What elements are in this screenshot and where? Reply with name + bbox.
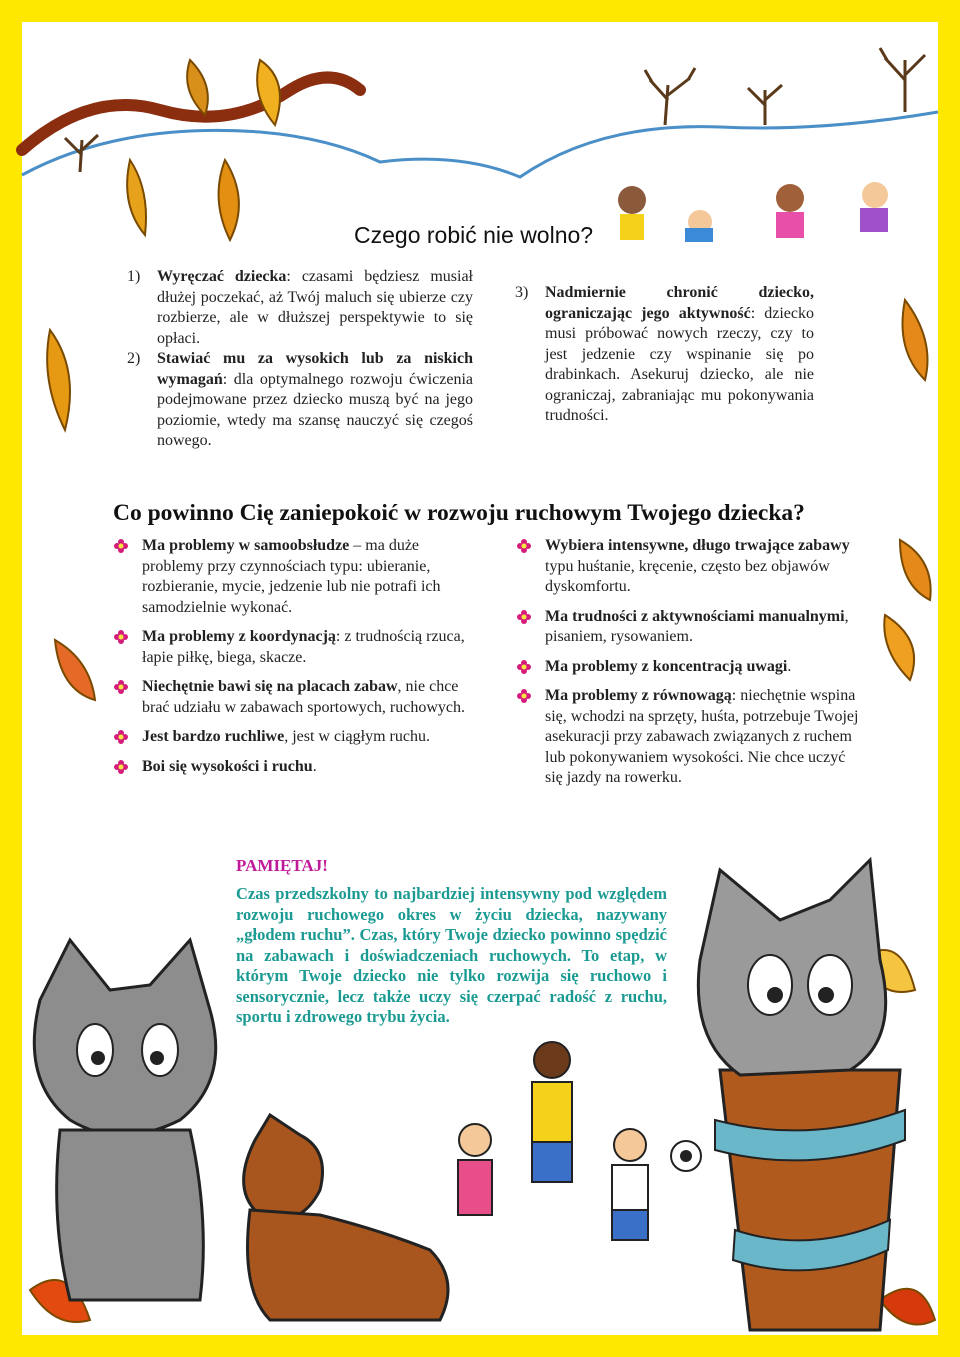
- list-item: [112, 677, 474, 718]
- list-item-text: , nie chce brać udziału w zabawach sportowych, ruchowych.: [142, 678, 465, 716]
- list-item: [515, 657, 865, 678]
- list-item-bold: Niechętnie bawi się na placach zabaw: [142, 678, 398, 695]
- list-item-bold: Ma problemy z koncentracją uwagi: [545, 657, 788, 675]
- list-item: [112, 536, 474, 618]
- concerns-left: [112, 536, 474, 786]
- list-item-text: : z trudnością rzuca, łapie piłkę, biega, skacze.: [142, 628, 465, 666]
- list-item: [112, 757, 474, 778]
- list-item: 3) Nadmiernie chronić dziecko, ograniczając jego aktywność: dziecko musi próbować nowych rzeczy, czy to jest jedzenie czy wspinanie się po drabinkach. Asekuruj dziecko, ale nie ograniczaj, zabraniając mu pokonywania trudności.: [515, 284, 814, 424]
- remember-text: Czas przedszkolny to najbardziej intensywny pod względem rozwoju ruchowego okres w życiu dziecka, nazywany „głodem ruchu”. Czas, który Twoje dziecko powinno spędzić na zabawach i doświadczeniach ruchowych. To etap, w którym Twoje dziecko nie tylko rozwija się ruchowo i sensorycznie, lecz także uczy się czerpać radość z ruchu, sportu i zdrowego trybu życia.: [236, 884, 667, 1026]
- concern-heading: Co powinno Cię zaniepokoić w rozwoju ruchowym Twojego dziecka?: [113, 500, 805, 526]
- list-item-bold: Wybiera intensywne, długo trwające zabawy: [545, 537, 850, 554]
- list-item-text: – ma duże problemy przy czynnościach typu: ubieranie, rozbieranie, mycie, jedzenie lub nie potrafi ich samodzielnie wykonać.: [142, 537, 441, 616]
- children-icon: [618, 182, 888, 242]
- gray-cat-icon: [698, 860, 885, 1075]
- list-item-bold: Wyręczać dziecka: [157, 268, 287, 285]
- dont-heading: Czego robić nie wolno?: [354, 222, 594, 248]
- dont-list-right: [515, 283, 814, 427]
- list-item-bold: Nadmiernie chronić dziecko, ograniczając jego aktywność: [545, 284, 814, 322]
- flower-bullet-icon: [517, 610, 531, 624]
- list-item: [515, 686, 865, 789]
- list-item: [515, 536, 865, 598]
- list-item-text: , jest w ciągłym ruchu.: [284, 728, 430, 745]
- children-icon: [458, 1042, 648, 1240]
- bucket-icon: [715, 1070, 905, 1330]
- flower-bullet-icon: [114, 760, 128, 774]
- flower-bullet-icon: [114, 680, 128, 694]
- list-item-bold: Ma problemy z równowagą: [545, 687, 732, 704]
- dont-list-left: [127, 267, 473, 452]
- list-item-text: : niechętnie wspina się, wchodzi na sprzęty, huśta, potrzebuje Twojej asekuracji przy zabawach związanych z ruchem lub pokonywaniem wysokości. Nie chce uczyć się jazdy na rowerku.: [545, 687, 859, 786]
- gray-cat-icon: [34, 940, 215, 1300]
- brown-cat-icon: [244, 1115, 448, 1320]
- list-item-bold: Ma problemy w samoobsłudze: [142, 537, 350, 554]
- list-item: [112, 727, 474, 748]
- list-item-bold: Ma problemy z koordynacją: [142, 628, 336, 645]
- remember-label: PAMIĘTAJ!: [236, 856, 328, 875]
- concerns-right: [515, 536, 865, 798]
- list-item-text: .: [787, 657, 792, 675]
- list-item-bold: Jest bardzo ruchliwe: [142, 728, 285, 745]
- list-item-text: , pisaniem, rysowaniem.: [545, 607, 849, 645]
- list-item-text: .: [312, 757, 317, 775]
- list-item: 2) Stawiać mu za wysokich lub za niskich wymagań: dla optymalnego rozwoju ćwiczenia podejmowane przez dziecko muszą być na jego poziomie, wtedy ma szansę nauczyć się czegoś nowego.: [127, 350, 473, 449]
- flower-bullet-icon: [114, 730, 128, 744]
- list-item-bold: Stawiać mu za wysokich lub za niskich wymagań: [157, 350, 473, 388]
- list-item-text: typu huśtanie, kręcenie, często bez objawów dyskomfortu.: [545, 557, 830, 595]
- flower-bullet-icon: [517, 689, 531, 703]
- soccer-ball-icon: [671, 1141, 701, 1171]
- list-item-bold: Boi się wysokości i ruchu: [142, 757, 313, 775]
- list-item: [515, 607, 865, 648]
- list-item-bold: Ma trudności z aktywnościami manualnymi: [545, 607, 845, 625]
- flower-bullet-icon: [517, 660, 531, 674]
- list-item-text: : czasami będziesz musiał dłużej poczekać, aż Twój maluch się ubierze czy rozbierze, ale w dłuższej perspektywie to się opłaci.: [157, 268, 473, 347]
- list-item: 1) Wyręczać dziecka: czasami będziesz musiał dłużej poczekać, aż Twój maluch się ubierze czy rozbierze, ale w dłuższej perspektywie to się opłaci.: [127, 268, 473, 347]
- list-item-text: : dla optymalnego rozwoju ćwiczenia podejmowane przez dziecko muszą być na jego poziomie, wtedy ma szansę nauczyć się czegoś nowego.: [157, 370, 473, 449]
- list-item: [112, 627, 474, 668]
- list-item-text: : dziecko musi próbować nowych rzeczy, czy to jest jedzenie czy wspinanie się po drabinkach. Asekuruj dziecko, ale nie ograniczaj, zabraniając mu pokonywania trudności.: [545, 304, 814, 424]
- flower-bullet-icon: [517, 539, 531, 553]
- flower-bullet-icon: [114, 539, 128, 553]
- flower-bullet-icon: [114, 630, 128, 644]
